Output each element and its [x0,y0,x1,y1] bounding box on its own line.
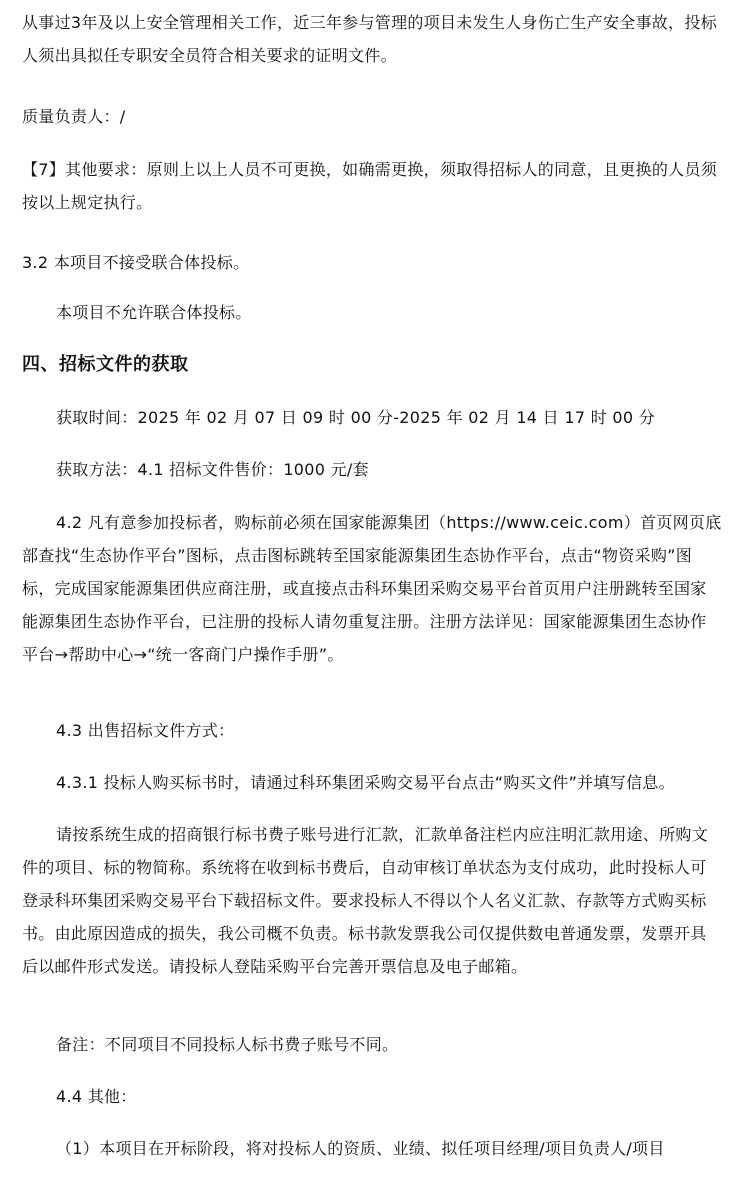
paragraph-4-2-registration: 4.2 凡有意参加投标者，购标前必须在国家能源集团（https://www.ceic.com）首页网页底部查找“生态协作平台”图标，点击图标跳转至国家能源集团生态协作平台，点击“物资采购”图标，完成国家能源集团供应商注册，或直接点击科环集团采购交易平台首页用户注册跳转至国家能源集团生态协作平台，已注册的投标人请勿重复注册。注册方法详见：国家能源集团生态协作平台→帮助中心→“统一客商门户操作手册”。 [22,513,722,664]
paragraph-acquisition-time: 获取时间：2025 年 02 月 07 日 09 时 00 分-2025 年 02 月 14 日 17 时 00 分 [56,408,656,427]
paragraph-other-requirements: 【7】其他要求：原则上以上人员不可更换，如确需更换，须取得招标人的同意，且更换的人员须按以上规定执行。 [22,160,718,212]
paragraph-quality-manager: 质量负责人：/ [22,107,126,126]
paragraph-safety-officer-requirement: 从事过3年及以上安全管理相关工作，近三年参与管理的项目未发生人身伤亡生产安全事故，投标人须出具拟任专职安全员符合相关要求的证明文件。 [22,13,718,65]
paragraph-payment-instructions: 请按系统生成的招商银行标书费子账号进行汇款，汇款单备注栏内应注明汇款用途、所购文件的项目、标的物简称。系统将在收到标书费后，自动审核订单状态为支付成功，此时投标人可登录科环集团采购交易平台下载招标文件。要求投标人不得以个人名义汇款、存款等方式购买标书。由此原因造成的损失，我公司概不负责。标书款发票我公司仅提供数电普通发票，发票开具后以邮件形式发送。请投标人登陆采购平台完善开票信息及电子邮箱。 [22,825,709,976]
paragraph-4-4-other: 4.4 其他： [56,1087,137,1106]
paragraph-note: 备注：不同项目不同投标人标书费子账号不同。 [56,1035,399,1054]
paragraph-4-3-1-purchase: 4.3.1 投标人购买标书时，请通过科环集团采购交易平台点击“购买文件”并填写信息。 [56,773,675,792]
section-heading-4: 四、招标文件的获取 [22,354,189,375]
paragraph-acquisition-method: 获取方法：4.1 招标文件售价：1000 元/套 [56,460,369,479]
paragraph-3-2-consortium: 3.2 本项目不接受联合体投标。 [22,253,250,272]
paragraph-4-4-1-opening-stage: （1）本项目在开标阶段，将对投标人的资质、业绩、拟任项目经理/项目负责人/项目 [56,1139,665,1158]
paragraph-4-3-sale-method: 4.3 出售招标文件方式： [56,721,235,740]
paragraph-no-consortium: 本项目不允许联合体投标。 [56,303,252,322]
